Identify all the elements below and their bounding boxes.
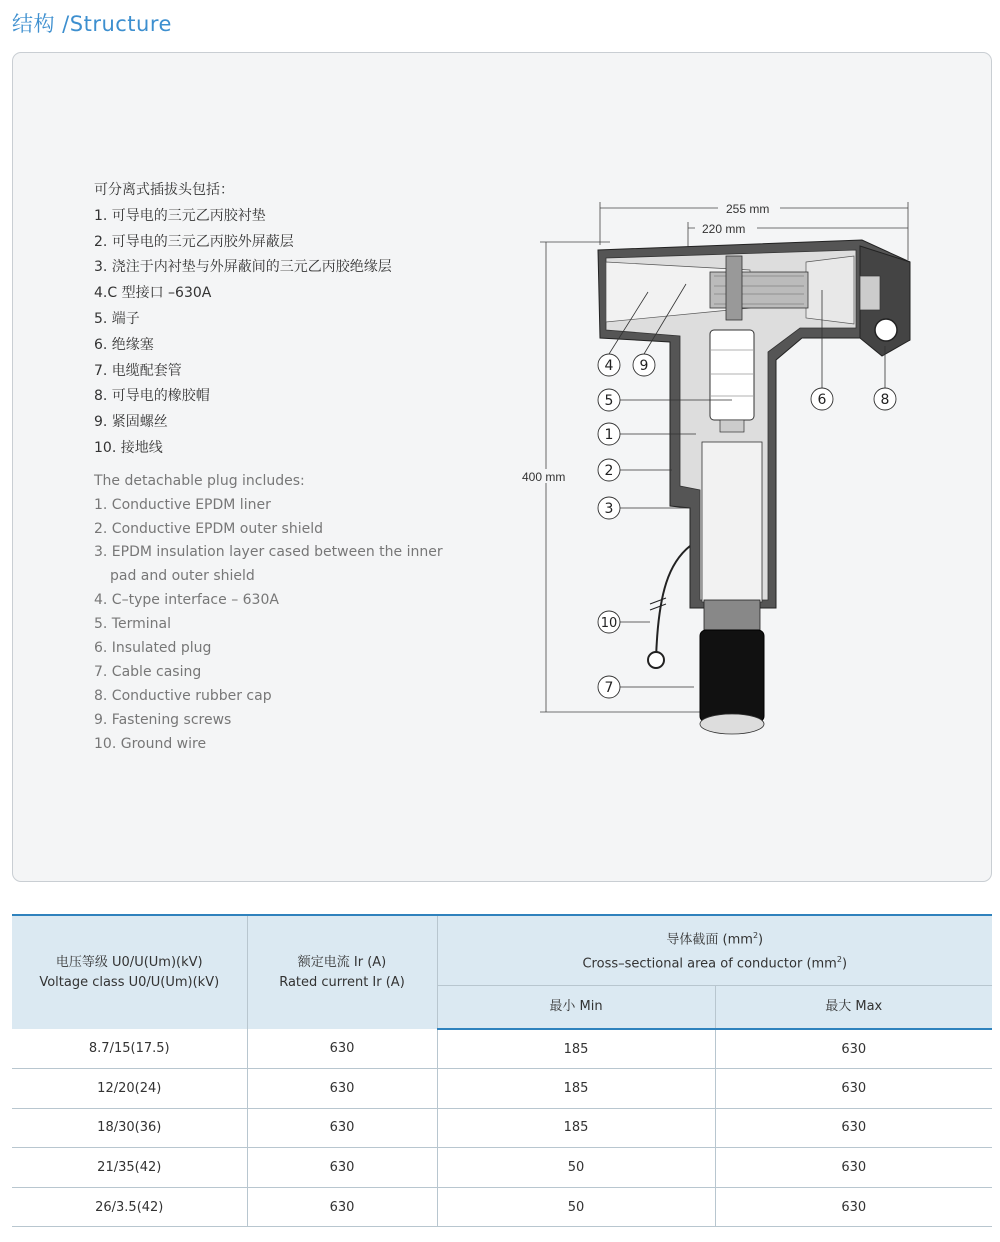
dimension-220: 220 mm [702,222,746,236]
table-row: 8.7/15(17.5) 630 185 630 [12,1029,992,1069]
svg-text:10: 10 [600,616,618,631]
cn-list-item: 9. 紧固螺丝 [94,414,168,431]
en-list-item: 6. Insulated plug [94,640,212,656]
svg-text:7: 7 [604,680,614,696]
svg-text:8: 8 [880,392,890,408]
en-list-item: 7. Cable casing [94,663,202,680]
cn-list-item: 4.C 型接口 –630A [94,285,212,302]
callout-4 [598,354,620,376]
callout-3 [598,497,620,519]
threaded-connector [710,272,808,308]
page-heading: 结构 /Structure [12,12,172,36]
ground-wire [656,546,690,660]
svg-text:3: 3 [604,501,614,517]
header-max: 最大 Max [715,985,992,1029]
cn-list-item: 5. 端子 [94,310,140,327]
en-list-item: 5. Terminal [94,616,171,633]
callout-6 [811,388,833,410]
en-list-item: 4. C–type interface – 630A [94,592,279,609]
fastening-screw [726,256,742,320]
table-row: 21/35(42) 630 50 630 [12,1148,992,1188]
callout-2 [598,459,620,481]
cable-casing [700,630,764,722]
insulated-plug [806,256,854,324]
svg-text:9: 9 [639,358,649,374]
table-row: 18/30(36) 630 185 630 [12,1108,992,1148]
dimension-255: 255 mm [726,202,770,216]
cn-list-item: 3. 浇注于内衬垫与外屏蔽间的三元乙丙胶绝缘层 [94,259,392,276]
en-list-item: 8. Conductive rubber cap [94,687,272,704]
en-list-item-continued: pad and outer shield [110,568,255,585]
component-list [94,178,443,756]
en-list-title: The detachable plug includes: [94,472,305,489]
en-list-item: 10. Ground wire [94,735,207,752]
cn-list-item: 10. 接地线 [94,439,163,456]
cable-insulation [702,442,762,602]
terminal [710,330,754,420]
cn-list-item: 6. 绝缘塞 [94,336,154,353]
callout-1 [598,423,620,445]
header-voltage: 电压等级 U0/U(Um)(kV) Voltage class U0/U(Um)(kV) [12,915,247,1029]
svg-text:2: 2 [604,463,614,479]
en-list-item: 2. Conductive EPDM outer shield [94,520,323,537]
plug-cross-section-diagram [510,190,920,750]
dimension-400: 400 mm [522,470,566,484]
svg-text:4: 4 [604,358,614,374]
specification-table [12,914,992,1227]
callout-5 [598,389,620,411]
callout-10 [598,611,620,633]
cn-list-item: 2. 可导电的三元乙丙胶外屏蔽层 [94,233,294,250]
callout-9 [633,354,655,376]
table-row: 26/3.5(42) 630 50 630 [12,1187,992,1227]
en-list-item: 1. Conductive EPDM liner [94,496,271,513]
cn-list-item: 1. 可导电的三元乙丙胶衬垫 [94,207,266,224]
svg-text:6: 6 [817,392,827,408]
header-conductor-area: 导体截面 $(mm^2)$ Cross–sectional area of conductor $(mm^2)$ [437,915,992,985]
en-list-item: 9. Fastening screws [94,711,232,728]
svg-text:5: 5 [604,393,614,409]
cn-list-title: 可分离式插拔头包括： [94,182,234,198]
en-list-item: 3. EPDM insulation layer cased between the inner [94,544,443,561]
cable-jacket [704,600,760,630]
header-min: 最小 Min [437,985,715,1029]
cn-list-item: 8. 可导电的橡胶帽 [94,388,210,405]
callout-8 [874,388,896,410]
cn-list-item: 7. 电缆配套管 [94,362,182,379]
svg-text:1: 1 [604,427,614,443]
table-row: 12/20(24) 630 185 630 [12,1069,992,1109]
callout-7 [598,676,620,698]
header-current: 额定电流 Ir (A) Rated current Ir (A) [247,915,437,1029]
